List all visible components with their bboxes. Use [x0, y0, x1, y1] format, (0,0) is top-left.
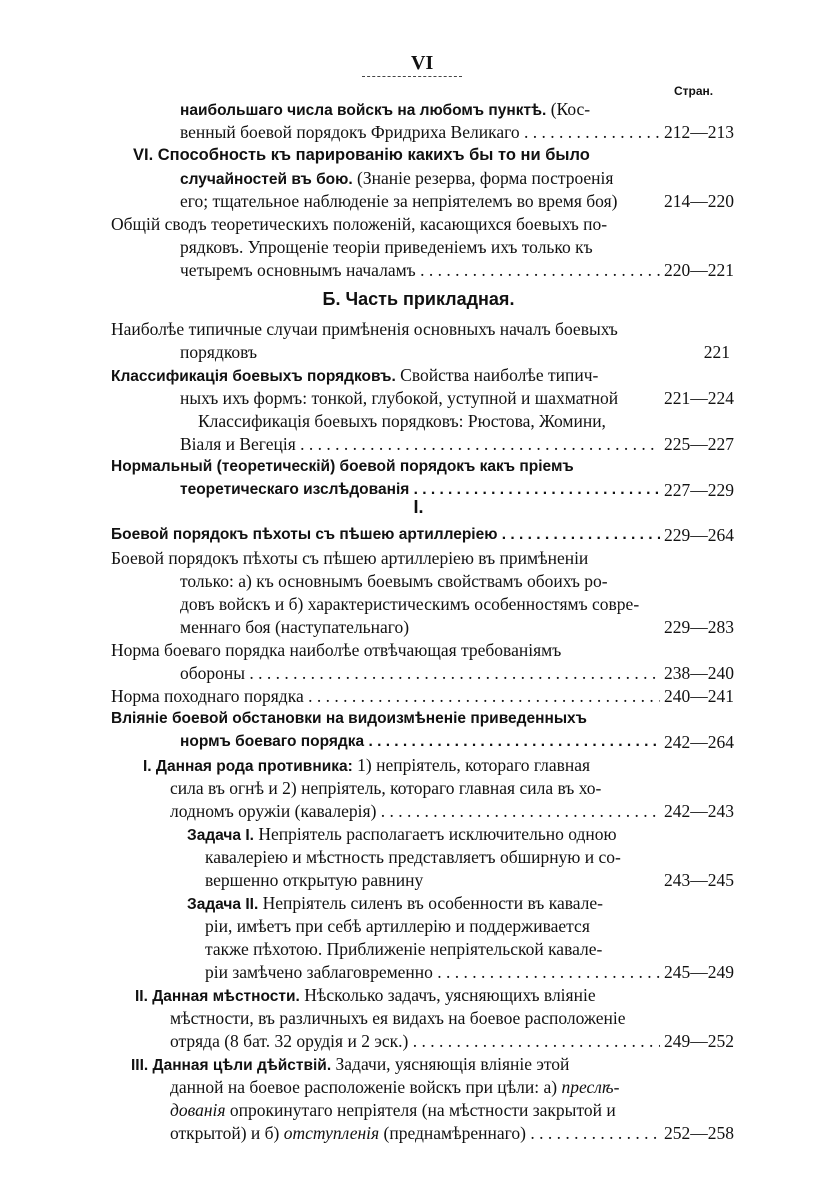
toc-line: теоретическаго изслѣдованія . . . [180, 478, 660, 502]
page-ref: 243—245 [660, 868, 730, 892]
page-ref: 214—220 [660, 189, 730, 213]
page-column-label: Стран. [674, 84, 714, 98]
page-ref: 245—249 [660, 960, 730, 984]
section-heading: Б. Часть прикладная. [322, 289, 515, 309]
toc-line: Норма походнаго порядка . . . [111, 684, 660, 708]
page-ref: 252—258 [660, 1121, 730, 1145]
toc-line: мѣстности, въ различныхъ ея видахъ на боевое расположеніе [170, 1008, 626, 1028]
page-ref: 242—243 [660, 799, 730, 823]
page-ref: 212—213 [660, 120, 730, 144]
toc-line: ріи, имѣетъ при себѣ артиллерію и поддерживается [205, 916, 590, 936]
toc-line: его; тщательное наблюденіе за непріятелемъ во время боя) [180, 191, 618, 211]
toc-line: вершенно открытую равнину [205, 870, 424, 890]
toc-line: Боевой порядокъ пѣхоты съ пѣшею артиллеріею въ примѣненіи [111, 548, 589, 568]
toc-line: лодномъ оружіи (кавалерія) . . . [170, 799, 660, 823]
toc-line: дованія опрокинутаго непріятеля (на мѣстности закрытой и [170, 1100, 616, 1120]
toc-line: Задача I. Непріятель располагаетъ исключительно одною [187, 824, 617, 844]
toc-line: Боевой порядокъ пѣхоты съ пѣшею артиллеріею . . . [111, 523, 660, 547]
toc-line: кавалеріею и мѣстность представляетъ обширную и со- [205, 847, 621, 867]
toc-line: сила въ огнѣ и 2) непріятель, котораго главная сила въ хо- [170, 778, 602, 798]
toc-line: I. Данная рода противника: 1) непріятель, котораго главная [143, 755, 591, 775]
toc-line: обороны . . . [180, 661, 660, 685]
toc-line: отряда (8 бат. 32 орудія и 2 эск.) . . . [170, 1029, 660, 1053]
page-ref: 229—264 [660, 523, 730, 547]
page-ref: 238—240 [660, 661, 730, 685]
toc-line: Норма боеваго порядка наиболѣе отвѣчающая требованіямъ [111, 640, 562, 660]
toc-line: четыремъ основнымъ началамъ . . . [180, 258, 660, 282]
toc-line: Нормальный (теоретическій) боевой порядокъ какъ пріемъ [111, 458, 574, 475]
toc-line: Наиболѣе типичные случаи примѣненія основныхъ началъ боевыхъ [111, 319, 618, 339]
page-ref: 225—227 [660, 432, 730, 456]
page-ref: 242—264 [660, 730, 730, 754]
toc-line: III. Данная цѣли дѣйствій. Задачи, уясняющія вліяніе этой [131, 1054, 570, 1074]
toc-line: также пѣхотою. Приближеніе непріятельской кавале- [205, 939, 603, 959]
toc-line: порядковъ [180, 342, 258, 362]
toc-line: Віаля и Вегеція . . . [180, 432, 660, 456]
toc-line: нормъ боеваго порядка . . . [180, 730, 660, 754]
toc-line: рядковъ. Упрощеніе теоріи приведеніемъ ихъ только къ [180, 237, 593, 257]
toc-line: VI. Способность къ парированію какихъ бы то ни было [133, 146, 590, 164]
page-ref: 240—241 [660, 684, 730, 708]
toc-line: Классификація боевыхъ порядковъ. Свойства наиболѣе типич- [111, 365, 599, 385]
toc-line: данной на боевое расположеніе войскъ при цѣли: а) преслѣ- [170, 1077, 620, 1097]
toc-line: открытой) и б) отступленія (преднамѣреннаго) . . . [170, 1121, 660, 1145]
section-heading: I. [413, 497, 424, 517]
page-number: VI [411, 52, 434, 74]
page-ref: 220—221 [660, 258, 730, 282]
toc-line: II. Данная мѣстности. Нѣсколько задачъ, уясняющихъ вліяніе [135, 985, 596, 1005]
toc-line: ріи замѣчено заблаговременно . . . [205, 960, 660, 984]
toc-line: наибольшаго числа войскъ на любомъ пунктѣ. (Кос- [180, 99, 591, 119]
page-ref: 221 [660, 340, 730, 364]
toc-line: ныхъ ихъ формъ: тонкой, глубокой, уступной и шахматной [180, 388, 619, 408]
page-ref: 227—229 [660, 478, 730, 502]
toc-line: Классификація боевыхъ порядковъ: Рюстова, Жомини, [198, 411, 606, 431]
toc-line: довъ войскъ и б) характеристическимъ особенностямъ совре- [180, 594, 640, 614]
header-rule [362, 76, 462, 77]
toc-line: Вліяніе боевой обстановки на видоизмѣненіе приведенныхъ [111, 710, 587, 727]
toc-line: Задача II. Непріятель силенъ въ особенности въ кавале- [187, 893, 603, 913]
page-ref: 249—252 [660, 1029, 730, 1053]
page-ref: 221—224 [660, 386, 730, 410]
toc-line: венный боевой порядокъ Фридриха Великаго . . . [180, 120, 660, 144]
toc-line: меннаго боя (наступательнаго) [180, 617, 410, 637]
toc-line: только: а) къ основнымъ боевымъ свойствамъ обоихъ ро- [180, 571, 608, 591]
toc-line: случайностей въ бою. (Знаніе резерва, форма построенія [180, 168, 614, 188]
page-ref: 229—283 [660, 615, 730, 639]
toc-line: Общій сводъ теоретическихъ положеній, касающихся боевыхъ по- [111, 214, 608, 234]
